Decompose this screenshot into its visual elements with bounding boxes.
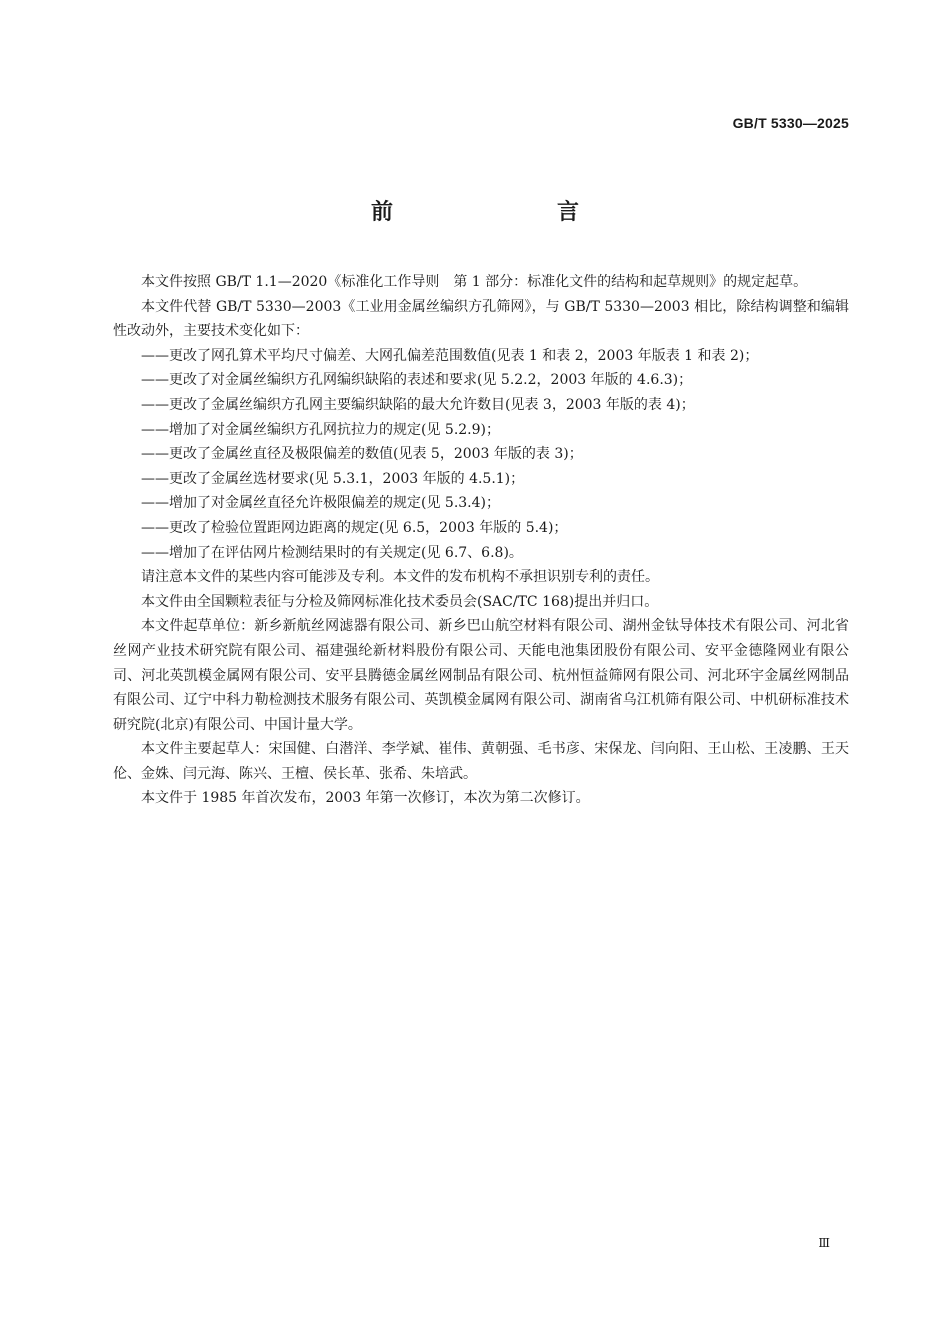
drafting-units-paragraph: 本文件起草单位：新乡新航丝网滤器有限公司、新乡巴山航空材料有限公司、湖州金钛导体技术有限公司、河北省丝网产业技术研究院有限公司、福建强纶新材料股份有限公司、天能电池集团股份有限公司、安平金德隆网业有限公司、河北英凯模金属网有限公司、安平县腾德金属丝网制品有限公司、杭州恒益筛网有限公司、河北环宇金属丝网制品有限公司、辽宁中科力勒检测技术服务有限公司、英凯模金属网有限公司、湖南省乌江机筛有限公司、中机研标准技术研究院(北京)有限公司、中国计量大学。 xyxy=(113,618,849,733)
drafters-paragraph: 本文件主要起草人：宋国健、白潜洋、李学斌、崔伟、黄朝强、毛书彦、宋保龙、闫向阳、王山松、王凌鹏、王天伦、金姝、闫元海、陈兴、王檀、侯长革、张希、朱培武。 xyxy=(113,741,849,782)
page-number: Ⅲ xyxy=(818,1236,830,1250)
foreword-body xyxy=(113,270,849,811)
patent-notice-paragraph: 请注意本文件的某些内容可能涉及专利。本文件的发布机构不承担识别专利的责任。 xyxy=(141,569,659,586)
change-item: ——更改了金属丝直径及极限偏差的数值(见表 5，2003 年版的表 3)； xyxy=(141,446,583,463)
change-item: ——更改了金属丝编织方孔网主要编织缺陷的最大允许数目(见表 3，2003 年版的表 4)； xyxy=(141,396,695,413)
change-item: ——更改了网孔算术平均尺寸偏差、大网孔偏差范围数值(见表 1 和表 2，2003 年版表 1 和表 2)； xyxy=(141,347,759,364)
standard-number: GB/T 5330—2025 xyxy=(732,115,849,131)
change-item: ——更改了检验位置距网边距离的规定(见 6.5，2003 年版的 5.4)； xyxy=(141,519,568,536)
change-item: ——更改了金属丝选材要求(见 5.3.1，2003 年版的 4.5.1)； xyxy=(141,470,525,487)
drafting-rule-paragraph: 本文件按照 GB/T 1.1—2020《标准化工作导则 第 1 部分：标准化文件的结构和起草规则》的规定起草。 xyxy=(141,274,808,290)
change-item: ——更改了对金属丝编织方孔网编织缺陷的表述和要求(见 5.2.2，2003 年版的 4.6.3)； xyxy=(141,372,693,389)
proposer-paragraph: 本文件由全国颗粒表征与分检及筛网标准化技术委员会(SAC/TC 168)提出并归口。 xyxy=(141,593,659,610)
page-title: 前 言 xyxy=(370,200,619,225)
replacement-paragraph: 本文件代替 GB/T 5330—2003《工业用金属丝编织方孔筛网》，与 GB/T 5330—2003 相比，除结构调整和编辑性改动外，主要技术变化如下： xyxy=(113,298,849,340)
change-item: ——增加了对金属丝直径允许极限偏差的规定(见 5.3.4)； xyxy=(141,495,500,512)
change-item: ——增加了对金属丝编织方孔网抗拉力的规定(见 5.2.9)； xyxy=(141,421,500,438)
change-item: ——增加了在评估网片检测结果时的有关规定(见 6.7、6.8)。 xyxy=(141,544,523,561)
history-paragraph: 本文件于 1985 年首次发布，2003 年第一次修订，本次为第二次修订。 xyxy=(141,790,590,807)
